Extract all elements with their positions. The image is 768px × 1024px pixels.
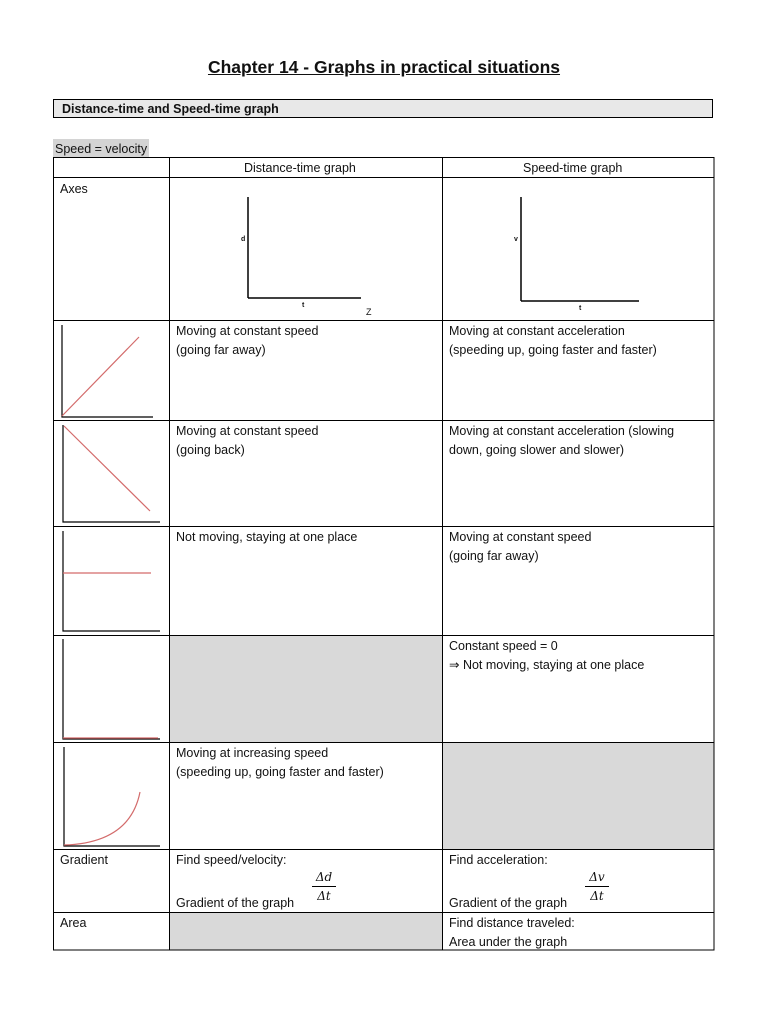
distance-axis-y-label: d (241, 236, 246, 243)
distance-gradient-fraction (312, 870, 336, 903)
section-heading: Distance-time and Speed-time graph (62, 102, 279, 116)
fraction-numerator-d: Δd (312, 870, 336, 887)
header-distance-time: Distance-time graph (244, 161, 356, 175)
row3-distance-text: Not moving, staying at one place (176, 530, 358, 544)
shaded-cell-area-distance (169, 912, 442, 950)
gradient-speed-title: Find acceleration: (449, 853, 548, 867)
row2-distance-text: Moving at constant speed (going back) (176, 424, 319, 457)
row1-speed-text: Moving at constant acceleration (speeding up, going faster and faster) (449, 324, 657, 357)
zero-line-graph-icon (63, 639, 160, 739)
row1-distance-text: Moving at constant speed (going far away) (176, 324, 319, 357)
fraction-numerator-v: Δv (585, 870, 609, 887)
curve-up-graph-icon (64, 747, 160, 846)
gradient-distance-title: Find speed/velocity: (176, 853, 287, 867)
area-speed-text: Find distance traveled: Area under the graph (449, 916, 575, 949)
falling-line-graph-icon (63, 425, 160, 522)
axes-label: Axes (60, 182, 88, 196)
row3-speed-text: Moving at constant speed (going far away) (449, 530, 592, 563)
distance-axes-icon (248, 197, 361, 298)
shaded-cell-row5-speed (442, 743, 714, 849)
horizontal-line-graph-icon (63, 531, 160, 631)
page-title: Chapter 14 - Graphs in practical situations (207, 57, 561, 77)
header-speed-time: Speed-time graph (523, 161, 623, 175)
speed-note: Speed = velocity (53, 139, 149, 158)
gradient-speed-text: Gradient of the graph (449, 896, 568, 910)
gradient-label: Gradient (60, 853, 108, 867)
fraction-denominator-t: Δt (590, 889, 604, 903)
row5-distance-text: Moving at increasing speed (speeding up, going faster and faster) (176, 746, 384, 779)
speed-axes-icon (521, 197, 639, 301)
area-label: Area (60, 916, 87, 930)
rising-line-graph-icon (62, 325, 153, 417)
shaded-cell-row4-distance (169, 636, 442, 743)
speed-axis-y-label: v (514, 236, 518, 243)
speed-axis-x-label: t (579, 305, 582, 312)
speed-gradient-fraction (585, 870, 609, 903)
row2-speed-text: Moving at constant acceleration (slowing down, going slower and slower) (449, 424, 675, 457)
row4-speed-text: Constant speed = 0 ⇒ Not moving, staying at one place (449, 639, 645, 672)
fraction-denominator-t: Δt (317, 889, 331, 903)
gradient-distance-text: Gradient of the graph (176, 896, 295, 910)
distance-axis-extra-label: Z (366, 307, 372, 317)
distance-axis-x-label: t (302, 302, 305, 309)
